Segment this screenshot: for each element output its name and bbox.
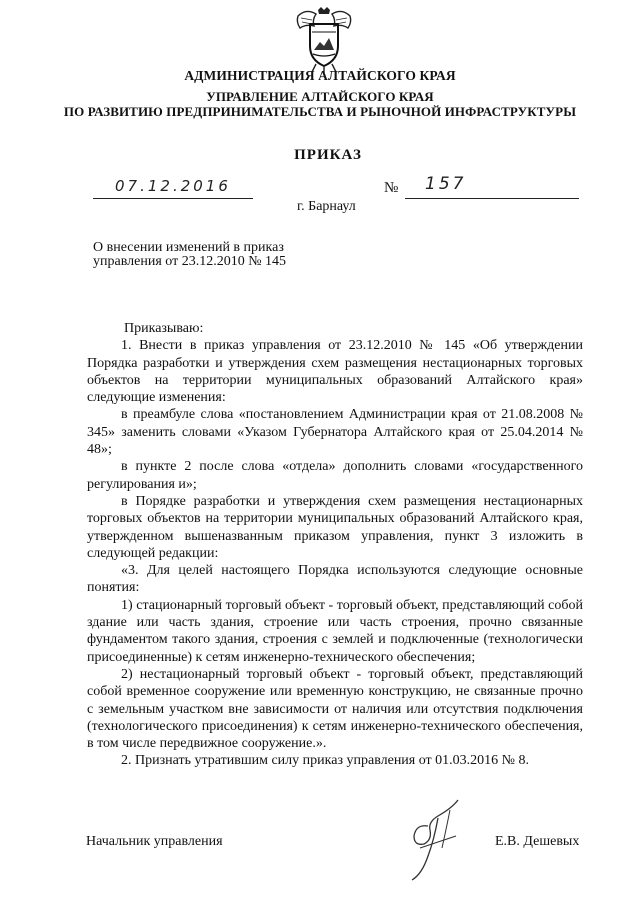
dept-name-line2: ПО РАЗВИТИЮ ПРЕДПРИНИМАТЕЛЬСТВА И РЫНОЧНОЙ ИНФРАСТРУКТУРЫ bbox=[63, 104, 577, 119]
paragraph-definitions-intro: «3. Для целей настоящего Порядка используются следующие основные понятия: bbox=[87, 563, 583, 596]
paragraph-point2-change: в пункте 2 после слова «отдела» дополнить словами «государственного регулирования и»; bbox=[87, 459, 583, 492]
paragraph-procedure-change: в Порядке разработки и утверждения схем размещения нестационарных торговых объектов на территории муниципальных образований Алтайского края, утвержденном вышеназванным приказом управления, пункт 3 изложить в следующей редакции: bbox=[87, 493, 583, 561]
number-line bbox=[405, 174, 579, 199]
paragraph-preamble-change: в преамбуле слова «постановлением Администрации края от 21.08.2008 № 345» заменить словами «Указом Губернатора Алтайского края от 25.04.2014 № 48»; bbox=[87, 407, 583, 458]
handwritten-signature bbox=[398, 796, 472, 882]
signatory-position: Начальник управления bbox=[86, 834, 223, 849]
paragraph-definition-2: 2) нестационарный торговый объект - торговый объект, представляющий собой временное сооружение или временную конструкцию, не связанные прочно с земельным участком вне зависимости от наличия или отсутствия подключения (технологического присоединения) к сетям инженерно-технического обеспечения, в том числе передвижное сооружение.». bbox=[87, 666, 583, 752]
paragraph-item-2: 2. Признать утратившим силу приказ управления от 01.03.2016 № 8. bbox=[121, 753, 530, 769]
signatory-name: Е.В. Дешевых bbox=[495, 834, 580, 849]
handwritten-number: 157 bbox=[425, 174, 467, 194]
number-sign: № bbox=[384, 180, 399, 196]
paragraph-definition-1: 1) стационарный торговый объект - торговый объект, представляющий собой здание или часть здания, строение или часть строения, прочно связанные фундаментом такого здания, строения с землей и подключенные (технологически присоединенные) к сетям инженерно-технического обеспечения; bbox=[87, 597, 583, 665]
order-opening: Приказываю: bbox=[124, 321, 204, 336]
date-line bbox=[93, 177, 253, 199]
coat-of-arms-emblem bbox=[292, 6, 356, 74]
order-subject: О внесении изменений в приказ управления от 23.12.2010 № 145 bbox=[93, 240, 287, 269]
order-body bbox=[87, 320, 583, 770]
org-name: АДМИНИСТРАЦИЯ АЛТАЙСКОГО КРАЯ bbox=[184, 68, 456, 83]
dept-name-line1: УПРАВЛЕНИЕ АЛТАЙСКОГО КРАЯ bbox=[206, 89, 434, 104]
document-type-title: ПРИКАЗ bbox=[294, 147, 362, 163]
handwritten-date: 07.12.2016 bbox=[115, 177, 231, 195]
city-name: г. Барнаул bbox=[297, 199, 356, 214]
paragraph-item-1: 1. Внести в приказ управления от 23.12.2010 № 145 «Об утверждении Порядка разработки и утверждения схем размещения нестационарных торговых объектов на территории муниципальных образований Алтайского края» следующие изменения: bbox=[87, 338, 583, 406]
